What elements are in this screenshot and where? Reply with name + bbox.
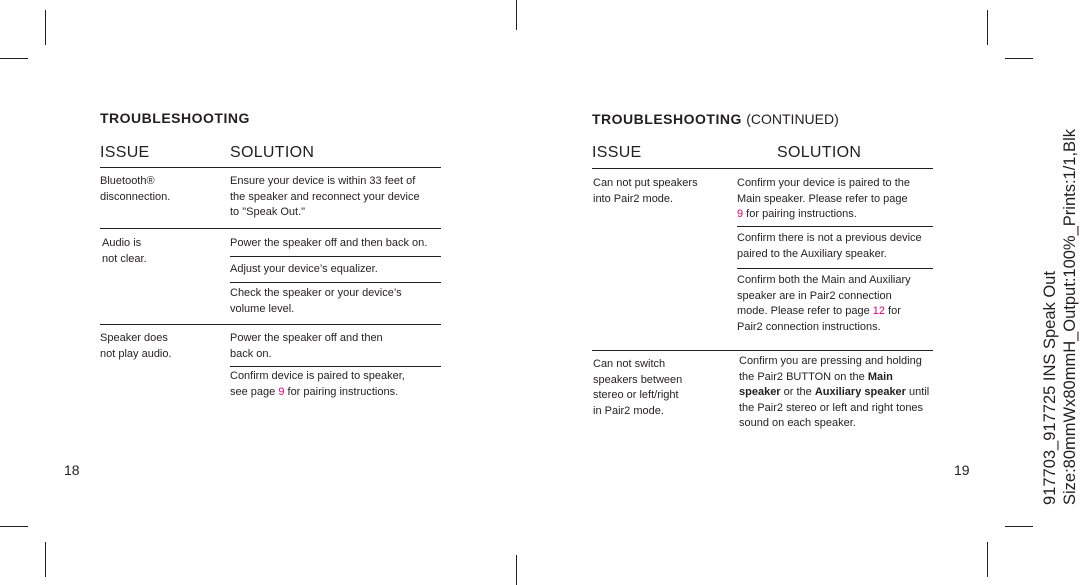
- page-reference: 12: [872, 305, 885, 317]
- page-number: 18: [64, 462, 80, 478]
- crop-mark: [0, 58, 28, 59]
- crop-mark: [45, 542, 46, 577]
- page-reference: 9: [278, 385, 285, 398]
- solution-divider: [737, 226, 933, 227]
- issue-text: Can not put speakers into Pair2 mode.: [593, 177, 698, 205]
- crop-mark: [987, 542, 988, 577]
- left-issue-header: ISSUE: [100, 144, 150, 161]
- issue-text: Bluetooth® disconnection.: [100, 175, 171, 203]
- solution-text: Check the speaker or your device’s volume level.: [230, 287, 402, 315]
- crop-mark: [1005, 526, 1033, 527]
- right-solution-header: SOLUTION: [777, 144, 862, 161]
- page-number: 19: [954, 462, 970, 478]
- left-solution-header: SOLUTION: [230, 144, 315, 161]
- left-page-title: TROUBLESHOOTING: [100, 110, 250, 126]
- crop-mark: [516, 555, 517, 585]
- header-rule: [100, 167, 441, 168]
- right-page-title: TROUBLESHOOTING (CONTINUED): [592, 111, 839, 127]
- crop-mark: [0, 526, 28, 527]
- right-issue-header: ISSUE: [592, 144, 642, 161]
- solution-divider: [230, 256, 441, 257]
- crop-mark: [987, 10, 988, 45]
- issue-text: Audio is not clear.: [102, 237, 147, 265]
- crop-mark: [1005, 58, 1033, 59]
- page-reference: 9: [737, 208, 744, 220]
- solution-divider: [737, 268, 933, 269]
- solution-text: Confirm device is paired to speaker, see page 9 for pairing instructions.: [230, 370, 405, 398]
- solution-text: Confirm both the Main and Auxiliary speaker are in Pair2 connection mode. Please refer to page 12 for Pair2 connection instructions.: [737, 274, 911, 333]
- printer-slug: 917703_917725 INS Speak Out Size:80mmWx80mmH_Output:100%_Prints:1/1,Blk: [1041, 129, 1079, 505]
- solution-text: Power the speaker off and then back on.: [230, 237, 428, 249]
- solution-text: Adjust your device’s equalizer.: [230, 263, 378, 275]
- solution-divider: [230, 366, 441, 367]
- issue-text: Speaker does not play audio.: [100, 332, 172, 360]
- header-rule: [592, 168, 933, 169]
- row-divider: [592, 350, 933, 351]
- crop-mark: [516, 0, 517, 30]
- solution-text: Ensure your device is within 33 feet of the speaker and reconnect your device to "Speak Out.": [230, 175, 420, 218]
- solution-text: Confirm you are pressing and holding the Pair2 BUTTON on the Main speaker or the Auxiliary speaker until the Pair2 stereo or left and right tones sound on each speaker.: [739, 355, 930, 429]
- solution-divider: [230, 282, 441, 283]
- issue-text: Can not switch speakers between stereo or left/right in Pair2 mode.: [593, 358, 683, 417]
- solution-text: Power the speaker off and then back on.: [230, 332, 383, 360]
- row-divider: [100, 324, 441, 325]
- crop-mark: [45, 10, 46, 45]
- solution-text: Confirm your device is paired to the Main speaker. Please refer to page 9 for pairing instructions.: [737, 177, 911, 220]
- solution-text: Confirm there is not a previous device paired to the Auxiliary speaker.: [737, 232, 922, 260]
- row-divider: [100, 228, 441, 229]
